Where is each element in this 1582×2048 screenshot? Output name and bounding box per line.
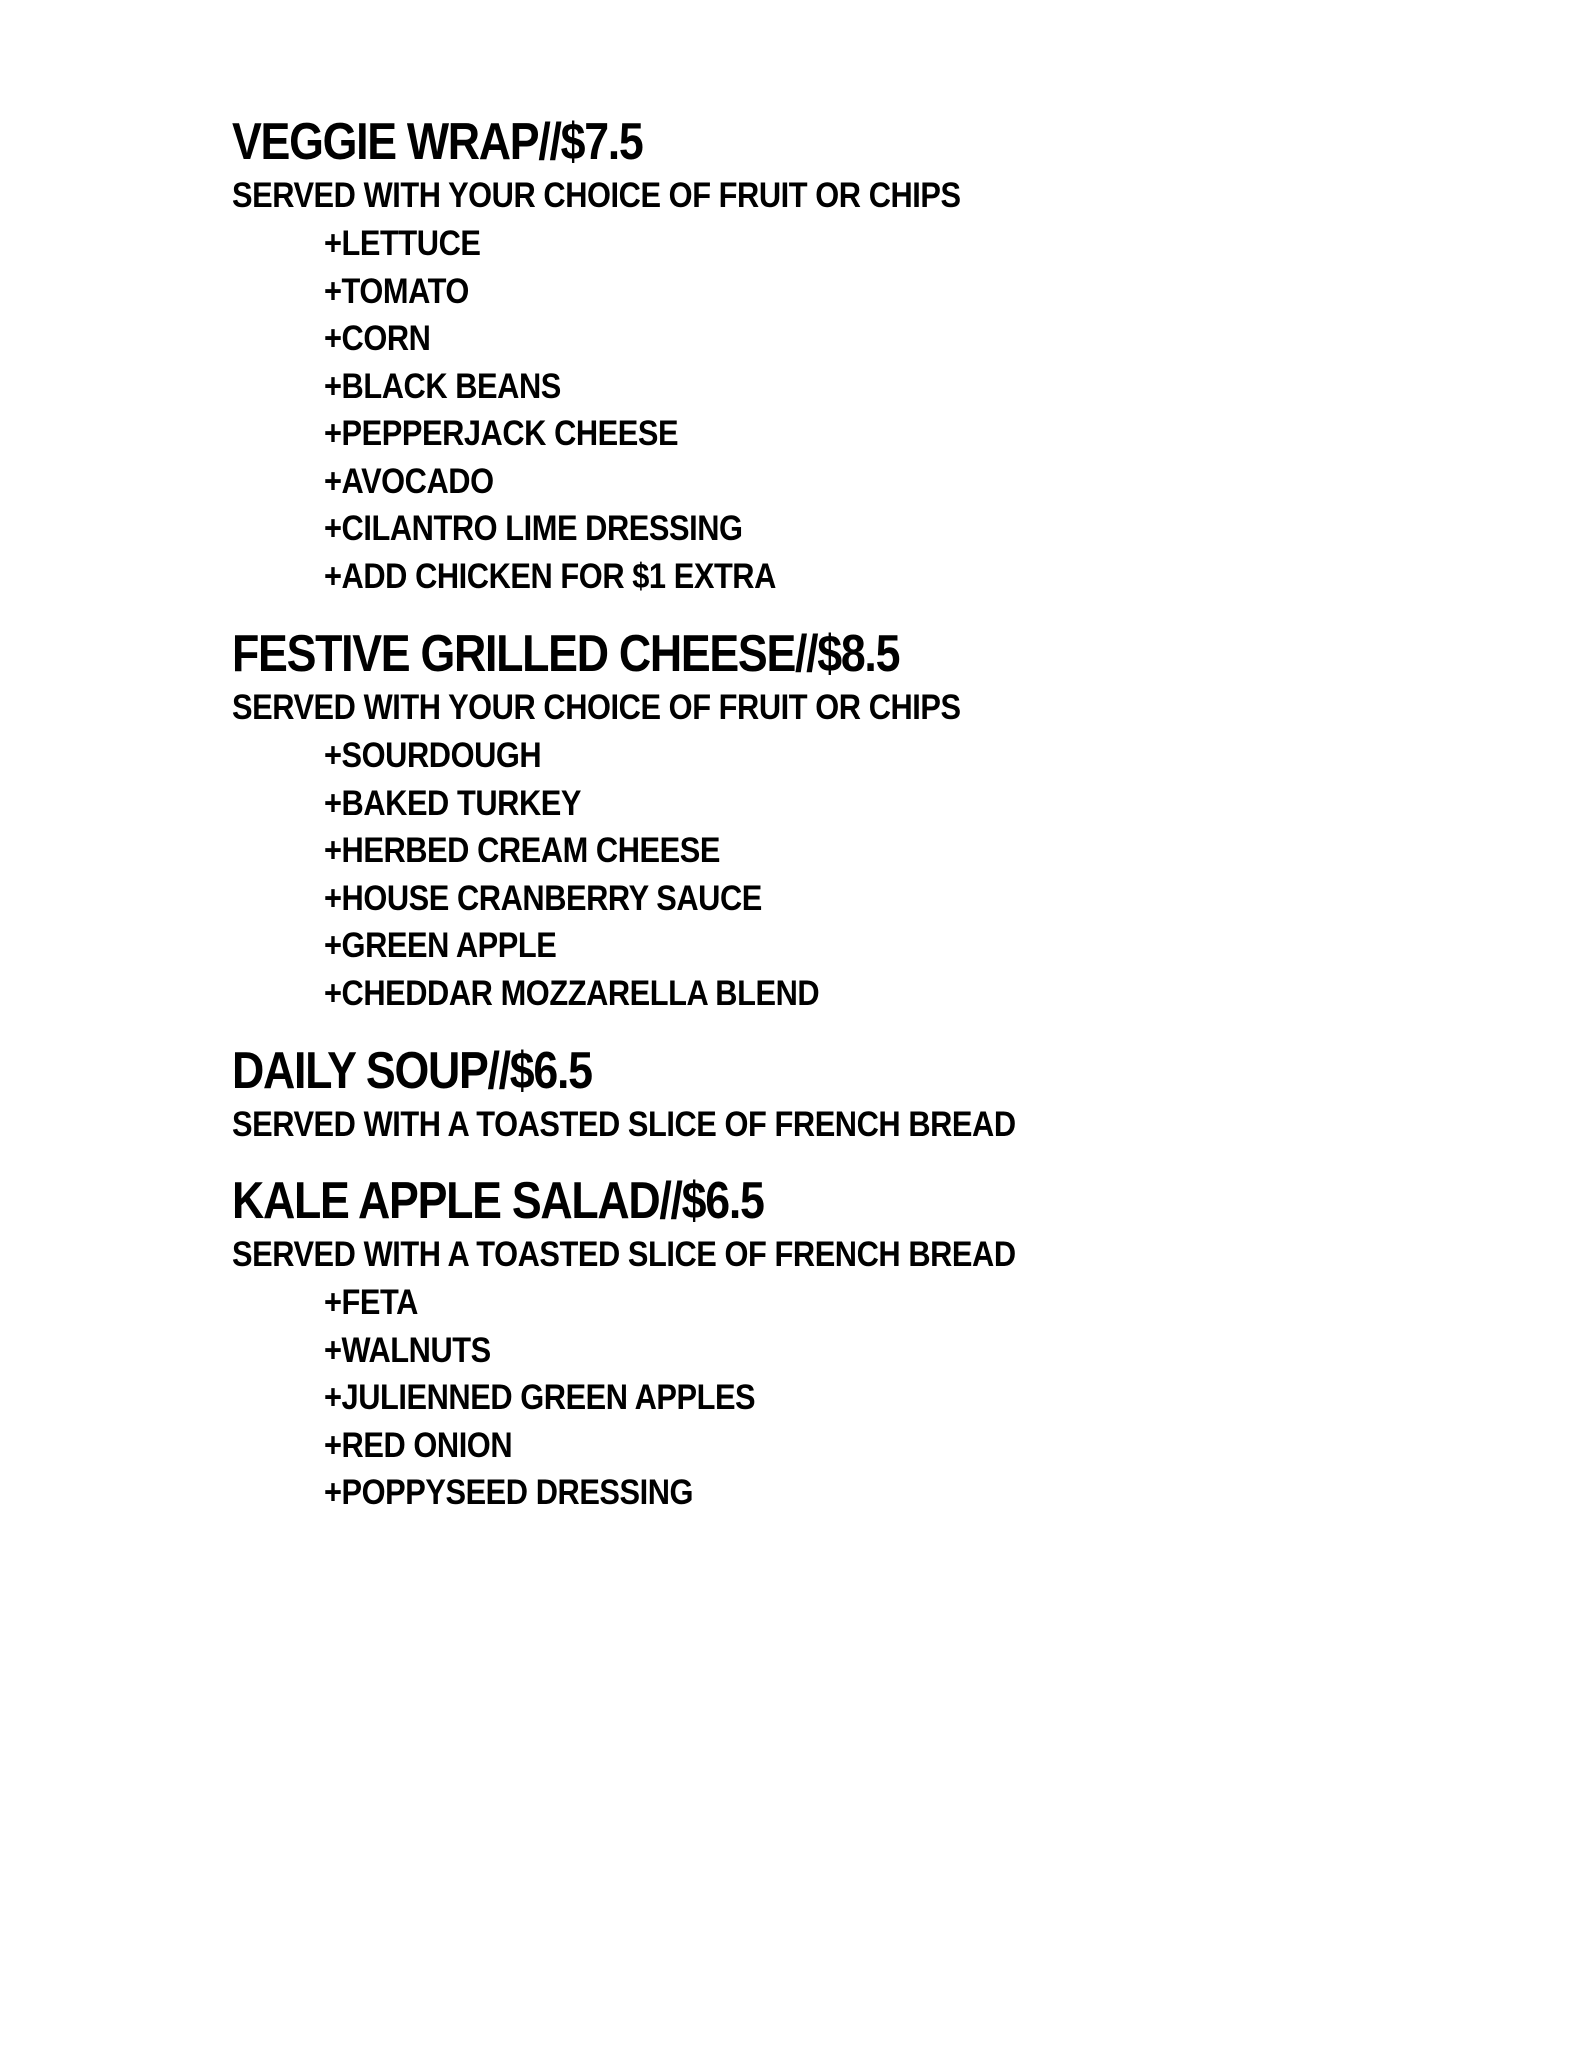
ingredient: +PEPPERJACK CHEESE [324,414,679,453]
ingredient: +CHEDDAR MOZZARELLA BLEND [324,973,820,1013]
ingredient: +HERBED CREAM CHEESE [324,831,720,870]
ingredient: +LETTUCE [324,224,481,263]
ingredient: +JULIENNED GREEN APPLES [324,1378,756,1417]
ingredient: +SOURDOUGH [324,736,542,775]
ingredient: +CORN [324,319,431,358]
ingredient: +ADD CHICKEN FOR $1 EXTRA [324,556,776,596]
item-title: VEGGIE WRAP//$7.5 [232,113,643,171]
menu-section-kale-apple-salad [232,1171,1432,1517]
ingredient: +CILANTRO LIME DRESSING [324,509,743,548]
ingredient: +HOUSE CRANBERRY SAUCE [324,878,762,918]
ingredient-list [232,1279,1432,1517]
ingredient: +FETA [324,1283,418,1322]
ingredient: +BLACK BEANS [324,366,561,406]
menu-section-festive-grilled-cheese [232,624,1432,1017]
item-title: KALE APPLE SALAD//$6.5 [232,1172,764,1230]
item-served-with: SERVED WITH YOUR CHOICE OF FRUIT OR CHIPS [232,688,961,727]
item-served-with: SERVED WITH A TOASTED SLICE OF FRENCH BREAD [232,1235,1016,1274]
item-served-with: SERVED WITH YOUR CHOICE OF FRUIT OR CHIPS [232,176,961,215]
item-served-with: SERVED WITH A TOASTED SLICE OF FRENCH BREAD [232,1105,1016,1144]
ingredient-list [232,220,1432,600]
ingredient-list [232,732,1432,1017]
ingredient: +GREEN APPLE [324,926,557,965]
menu-section-veggie-wrap [232,112,1432,600]
menu-section-daily-soup [232,1041,1432,1147]
ingredient: +POPPYSEED DRESSING [324,1473,694,1512]
ingredient: +WALNUTS [324,1330,491,1370]
ingredient: +BAKED TURKEY [324,783,581,823]
item-title: DAILY SOUP//$6.5 [232,1042,592,1100]
ingredient: +RED ONION [324,1425,513,1465]
item-title: FESTIVE GRILLED CHEESE//$8.5 [232,625,900,683]
ingredient: +AVOCADO [324,461,494,501]
ingredient: +TOMATO [324,271,469,311]
menu [232,112,1432,1541]
